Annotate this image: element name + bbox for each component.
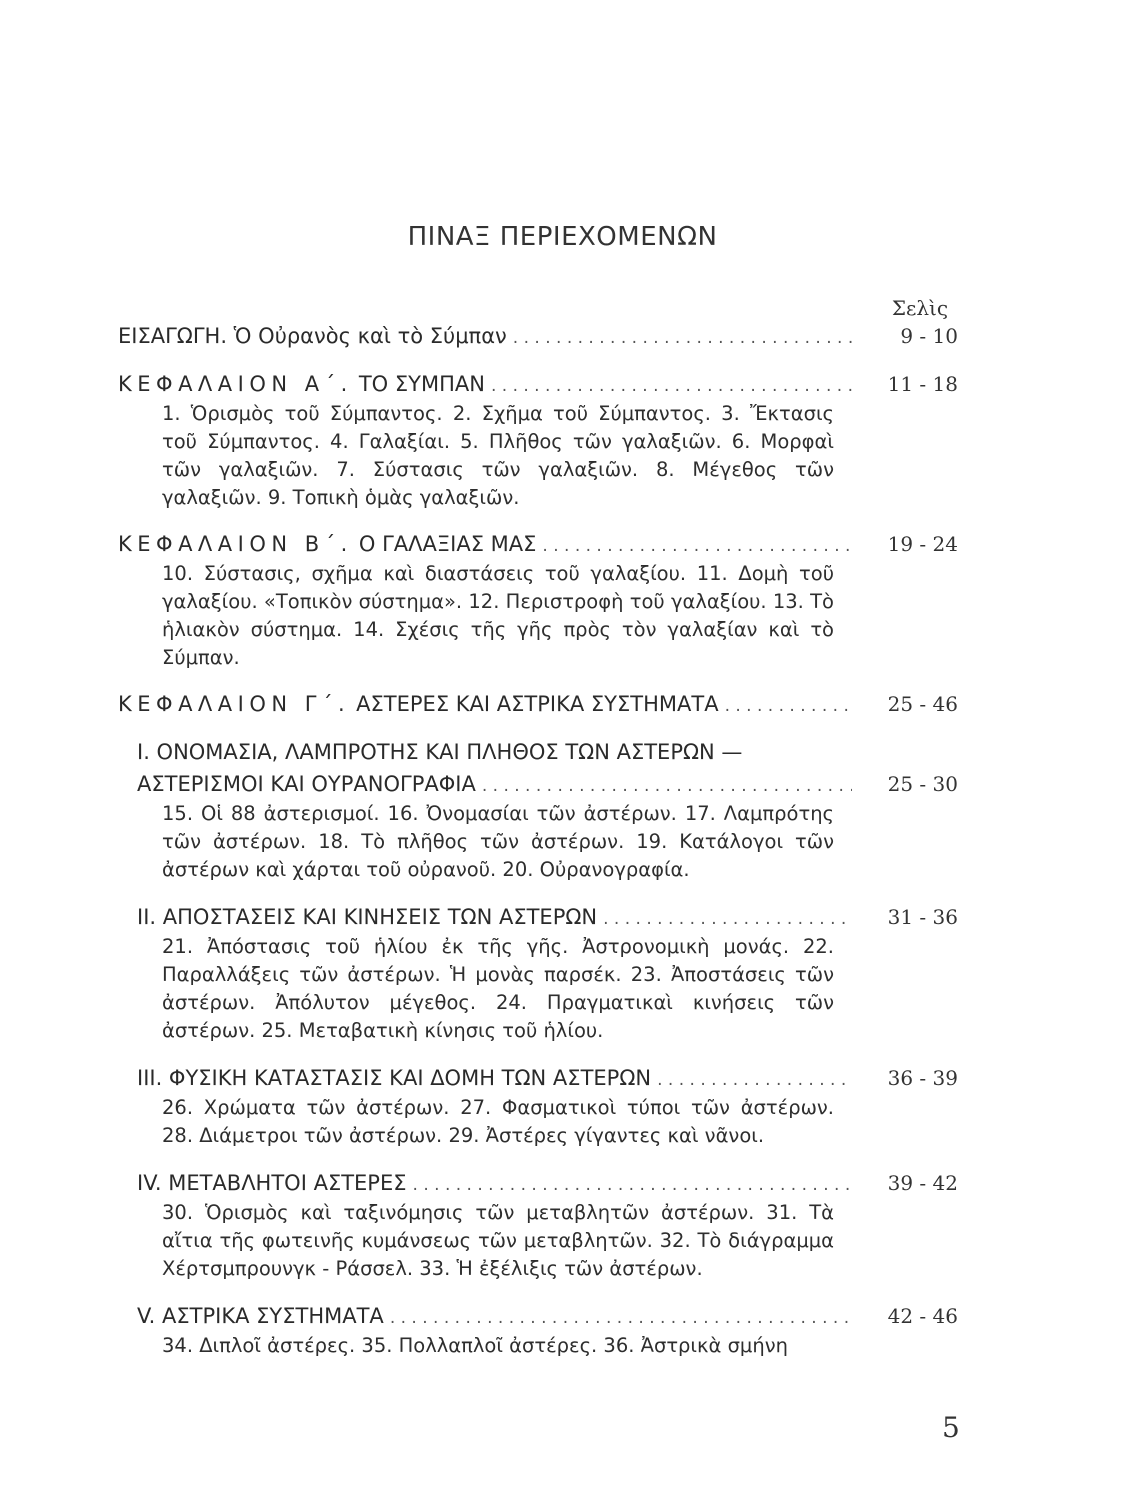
toc-subsection-5 [137,1300,958,1360]
chapter-label: ΚΕΦΑΛΑΙΟΝ Β΄. [118,532,353,556]
page-column-header: Σελὶς [891,296,949,320]
toc-entry-description: 1. Ὁρισμὸς τοῦ Σύμπαντος. 2. Σχῆμα τοῦ Σύμπαντος. 3. Ἔκτασις τοῦ Σύμπαντος. 4. Γαλαξίαι. 5. Πλῆθος τῶν γαλαξιῶν. 6. Μορφαὶ τῶν γαλαξιῶν. 7. Σύστασις τῶν γαλαξιῶν. 8. Μέγεθος τῶν γαλαξιῶν. 9. Τοπικὴ ὁμὰς γαλαξιῶν. [162,402,834,509]
toc-subsection-pages: 25 - 30 [887,772,958,796]
toc-entry-heading [118,688,719,720]
toc-subsection-pages: 39 - 42 [887,1171,958,1195]
toc-entry-description: 10. Σύστασις, σχῆμα καὶ διαστάσεις τοῦ γαλαξίου. 11. Δομὴ τοῦ γαλαξίου. «Τοπικὸν σύστημα». 12. Περιστροφὴ τοῦ γαλαξίου. 13. Τὸ ἡλιακὸν σύστημα. 14. Σχέσις τῆς γῆς πρὸς τὸν γαλαξίαν καὶ τὸ Σύμπαν. [162,562,834,669]
toc-subsection-line [137,768,958,800]
toc-subsection-2 [137,901,958,1045]
toc-subsection-line [137,1300,958,1332]
page-number: 5 [942,1411,960,1444]
chapter-title: ΑΣΤΕΡΕΣ ΚΑΙ ΑΣΤΡΙΚΑ ΣΥΣΤΗΜΑΤΑ [356,692,719,716]
toc-entry-line [118,528,958,560]
toc-subsection-heading-first: Ι. ΟΝΟΜΑΣΙΑ, ΛΑΜΠΡΟΤΗΣ ΚΑΙ ΠΛΗΘΟΣ ΤΩΝ ΑΣΤΕΡΩΝ — [137,740,743,764]
dot-leader [542,530,852,562]
toc-subsection-description: 34. Διπλοῖ ἀστέρες. 35. Πολλαπλοῖ ἀστέρες. 36. Ἀστρικὰ σμήνη [162,1334,788,1357]
toc-subsection-pages: 42 - 46 [887,1304,958,1328]
dot-leader [657,1064,852,1096]
dot-leader [603,903,852,935]
toc-entry-heading [118,528,536,560]
chapter-label: ΚΕΦΑΛΑΙΟΝ Α΄. [118,372,353,396]
toc-subsection-3 [137,1062,958,1150]
toc-entry-pages: 19 - 24 [887,532,958,556]
toc-entry-pages: 9 - 10 [900,324,958,348]
toc-subsection-heading: ΑΣΤΕΡΙΣΜΟΙ ΚΑΙ ΟΥΡΑΝΟΓΡΑΦΙΑ [137,772,476,796]
toc-subsection-line [137,736,958,768]
toc-subsection-description: 15. Οἱ 88 ἀστερισμοί. 16. Ὀνομασίαι τῶν ἀστέρων. 17. Λαμπρότης τῶν ἀστέρων. 18. Τὸ πλῆθος τῶν ἀστέρων. 19. Κατάλογοι τῶν ἀστέρων καὶ χάρται τοῦ οὐρανοῦ. 20. Οὐρανογραφία. [162,802,834,881]
toc-entry-chapter-c [118,688,958,720]
toc-subsection-description: 30. Ὁρισμὸς καὶ ταξινόμησις τῶν μεταβλητῶν ἀστέρων. 31. Τὰ αἴτια τῆς φωτεινῆς κυμάνσεως τῶν μεταβλητῶν. 32. Τὸ διάγραμμα Χέρτσμπρουνγκ - Ράσσελ. 33. Ἡ ἐξέλιξις τῶν ἀστέρων. [162,1201,834,1280]
toc-subsection-4 [137,1167,958,1283]
toc-subsection-pages: 36 - 39 [887,1066,958,1090]
toc-subsection-description: 26. Χρώματα τῶν ἀστέρων. 27. Φασματικοὶ τύποι τῶν ἀστέρων. 28. Διάμετροι τῶν ἀστέρων. 29. Ἀστέρες γίγαντες καὶ νᾶνοι. [162,1096,834,1147]
toc-entry-pages: 25 - 46 [887,692,958,716]
toc-subsection-line [137,901,958,933]
toc-subsection-line [137,1062,958,1094]
chapter-title: ΤΟ ΣΥΜΠΑΝ [358,372,485,396]
toc-subsection-1 [137,736,958,884]
toc-entry-chapter-a [118,368,958,512]
toc-entry-heading: ΕΙΣΑΓΩΓΗ. Ὁ Οὐρανὸς καὶ τὸ Σύμπαν [118,324,507,348]
toc-entry-pages: 11 - 18 [887,372,958,396]
dot-leader [390,1302,852,1334]
toc-entry-line [118,368,958,400]
toc-entry-heading [118,368,485,400]
toc-subsection-heading: IV. ΜΕΤΑΒΛΗΤΟΙ ΑΣΤΕΡΕΣ [137,1171,407,1195]
table-of-contents [118,320,958,1377]
toc-subsection-heading: V. ΑΣΤΡΙΚΑ ΣΥΣΤΗΜΑΤΑ [137,1304,384,1328]
toc-subsection-heading: ΙΙ. ΑΠΟΣΤΑΣΕΙΣ ΚΑΙ ΚΙΝΗΣΕΙΣ ΤΩΝ ΑΣΤΕΡΩΝ [137,905,598,929]
toc-subsection-description: 21. Ἀπόστασις τοῦ ἡλίου ἐκ τῆς γῆς. Ἀστρονομικὴ μονάς. 22. Παραλλάξεις τῶν ἀστέρων. Ἡ μονὰς παρσέκ. 23. Ἀποστάσεις τῶν ἀστέρων. Ἀπόλυτον μέγεθος. 24. Πραγματικαὶ κινήσεις τῶν ἀστέρων. 25. Μεταβατικὴ κίνησις τοῦ ἡλίου. [162,935,834,1042]
toc-entry-introduction [118,320,958,352]
dot-leader [413,1169,852,1201]
dot-leader [491,370,852,402]
page-title: ΠΙΝΑΞ ΠΕΡΙΕΧΟΜΕΝΩΝ [407,222,718,252]
toc-entry-line [118,320,958,352]
dot-leader [513,322,852,354]
toc-entry-line [118,688,958,720]
chapter-label: ΚΕΦΑΛΑΙΟΝ Γ΄. [118,692,351,716]
toc-entry-chapter-b [118,528,958,672]
toc-subsection-pages: 31 - 36 [887,905,958,929]
dot-leader [725,690,852,722]
toc-subsection-line [137,1167,958,1199]
toc-subsection-heading: ΙΙΙ. ΦΥΣΙΚΗ ΚΑΤΑΣΤΑΣΙΣ ΚΑΙ ΔΟΜΗ ΤΩΝ ΑΣΤΕΡΩΝ [137,1066,652,1090]
dot-leader [482,770,852,802]
chapter-title: Ο ΓΑΛΑΞΙΑΣ ΜΑΣ [358,532,537,556]
